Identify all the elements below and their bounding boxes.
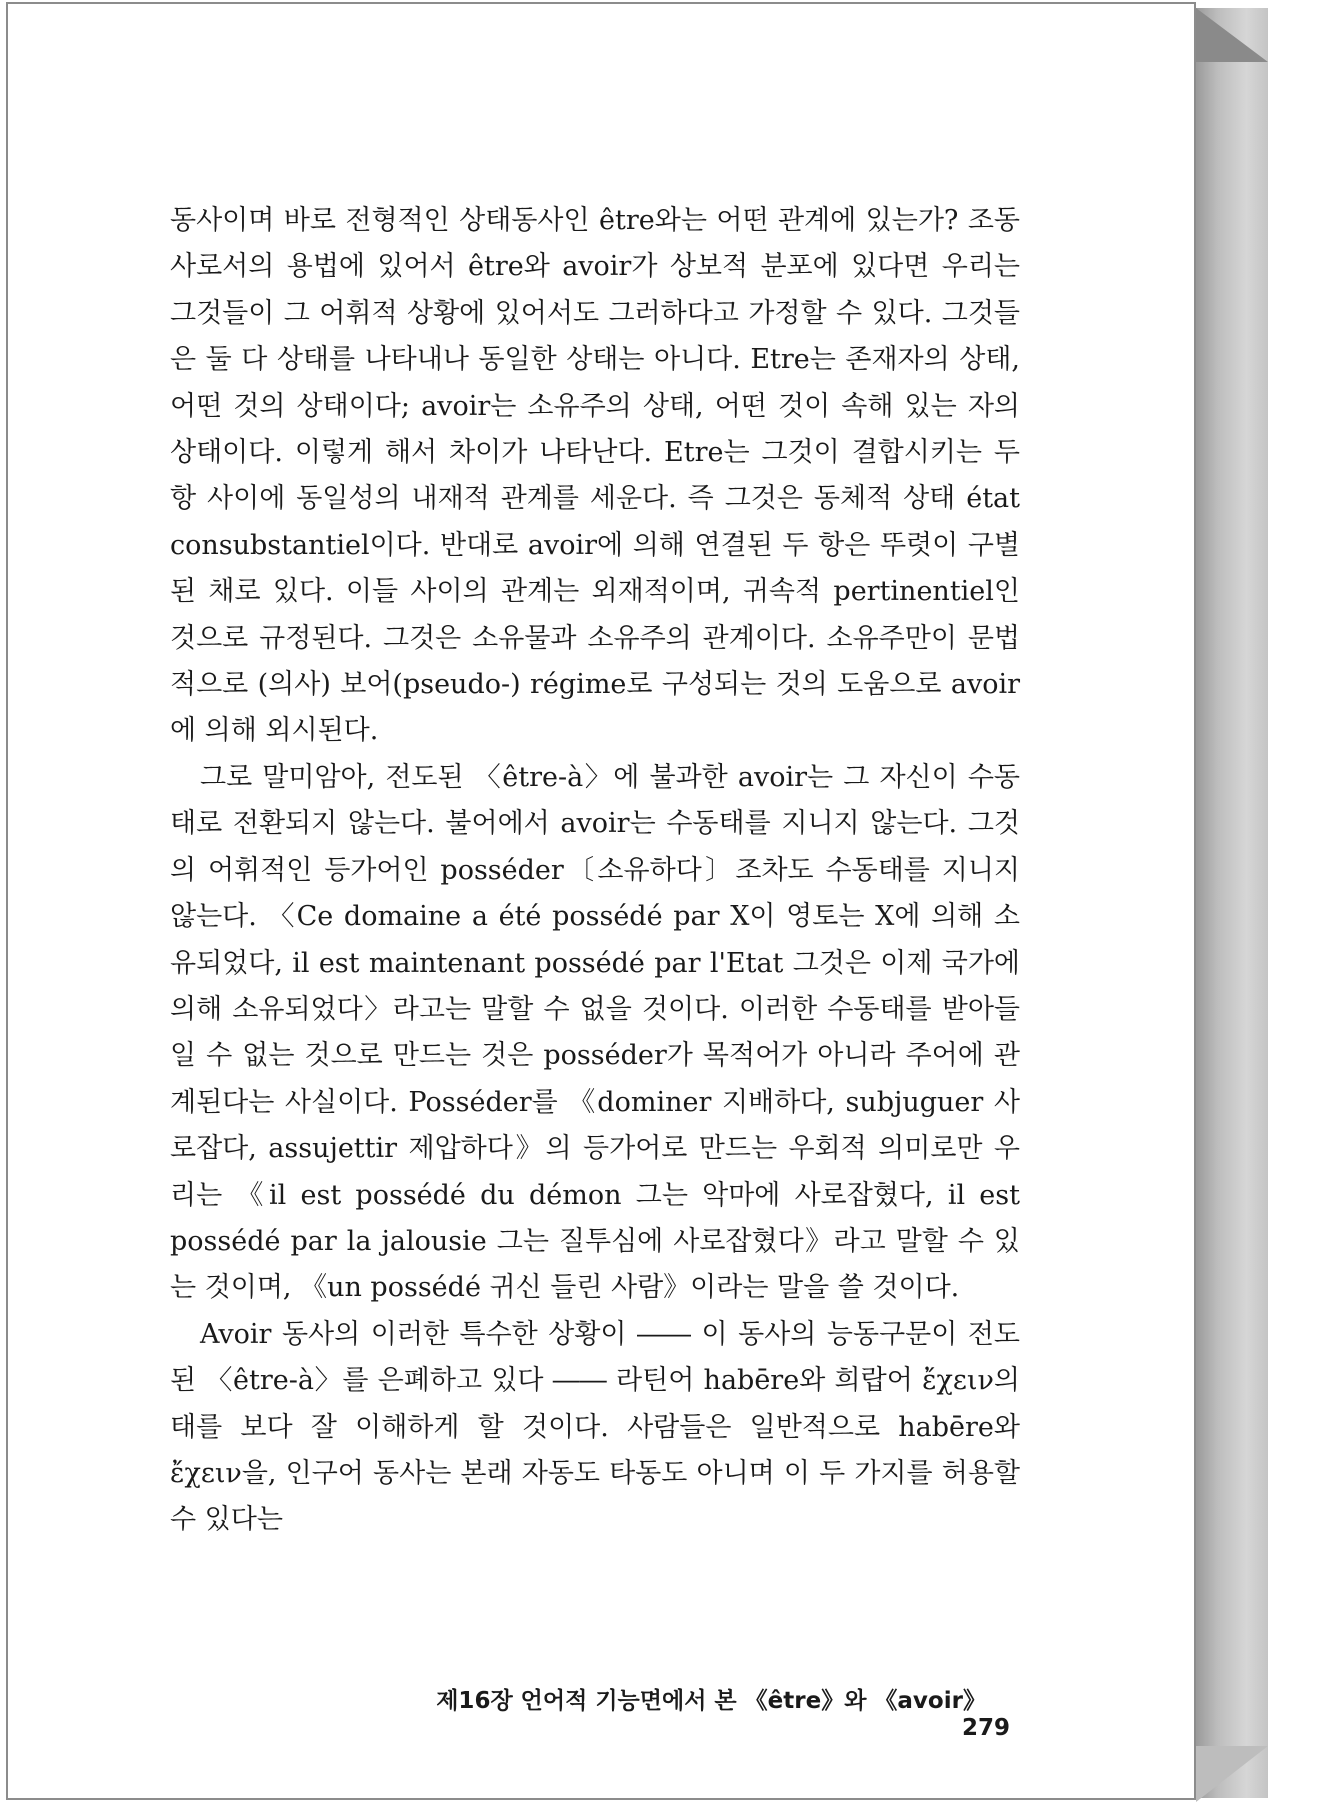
paragraph-1: 동사이며 바로 전형적인 상태동사인 être와는 어떤 관계에 있는가? 조동사로서의 용법에 있어서 être와 avoir가 상보적 분포에 있다면 우리는 그것들이 그 어휘적 상황에 있어서도 그러하다고 가정할 수 있다. 그것들은 둘 다 상태를 나타내나 동일한 상태는 아니다. Etre는 존재자의 상태, 어떤 것의 상태이다; avoir는 소유주의 상태, 어떤 것이 속해 있는 자의 상태이다. 이렇게 해서 차이가 나타난다. Etre는 그것이 결합시키는 두 항 사이에 동일성의 내재적 관계를 세운다. 즉 그것은 동체적 상태 état consubstantiel이다. 반대로 avoir에 의해 연결된 두 항은 뚜렷이 구별된 채로 있다. 이들 사이의 관계는 외재적이며, 귀속적 pertinentiel인 것으로 규정된다. 그것은 소유물과 소유주의 관계이다. 소유주만이 문법적으로 (의사) 보어(pseudo-) régime로 구성되는 것의 도움으로 avoir에 의해 외시된다. — [170, 205, 1020, 747]
page-footer — [390, 1682, 1010, 1741]
paragraph-3: Avoir 동사의 이러한 특수한 상황이 ―― 이 동사의 능동구문이 전도된 〈être-à〉를 은폐하고 있다 ―― 라틴어 habēre와 희랍어 ἔχειν의 태를 보다 잘 이해하게 할 것이다. 사람들은 일반적으로 habēre와 ἔχειν을, 인구어 동사는 본래 자동도 타동도 아니며 이 두 가지를 허용할 수 있다는 — [170, 1318, 1020, 1536]
paragraph-2: 그로 말미암아, 전도된 〈être-à〉에 불과한 avoir는 그 자신이 수동태로 전환되지 않는다. 불어에서 avoir는 수동태를 지니지 않는다. 그것의 어휘적인 등가어인 posséder〔소유하다〕조차도 수동태를 지니지 않는다. 〈Ce domaine a été possédé par X이 영토는 X에 의해 소유되었다, il est maintenant possédé par l'Etat 그것은 이제 국가에 의해 소유되었다〉라고는 말할 수 없을 것이다. 이러한 수동태를 받아들일 수 없는 것으로 만드는 것은 posséder가 목적어가 아니라 주어에 관계된다는 사실이다. Posséder를 《dominer 지배하다, subjuguer 사로잡다, assujettir 제압하다》의 등가어로 만드는 우회적 의미로만 우리는 《il est possédé du démon 그는 악마에 사로잡혔다, il est possédé par la jalousie 그는 질투심에 사로잡혔다》라고 말할 수 있는 것이며, 《un possédé 귀신 들린 사람》이라는 말을 쓸 것이다. — [170, 761, 1020, 1304]
body-text — [170, 198, 1020, 1544]
page-number: 279 — [961, 1715, 1010, 1741]
footer-chapter-title: 제16장 언어적 기능면에서 본 《être》와 《avoir》 — [436, 1688, 986, 1714]
book-edge — [1196, 8, 1268, 1798]
